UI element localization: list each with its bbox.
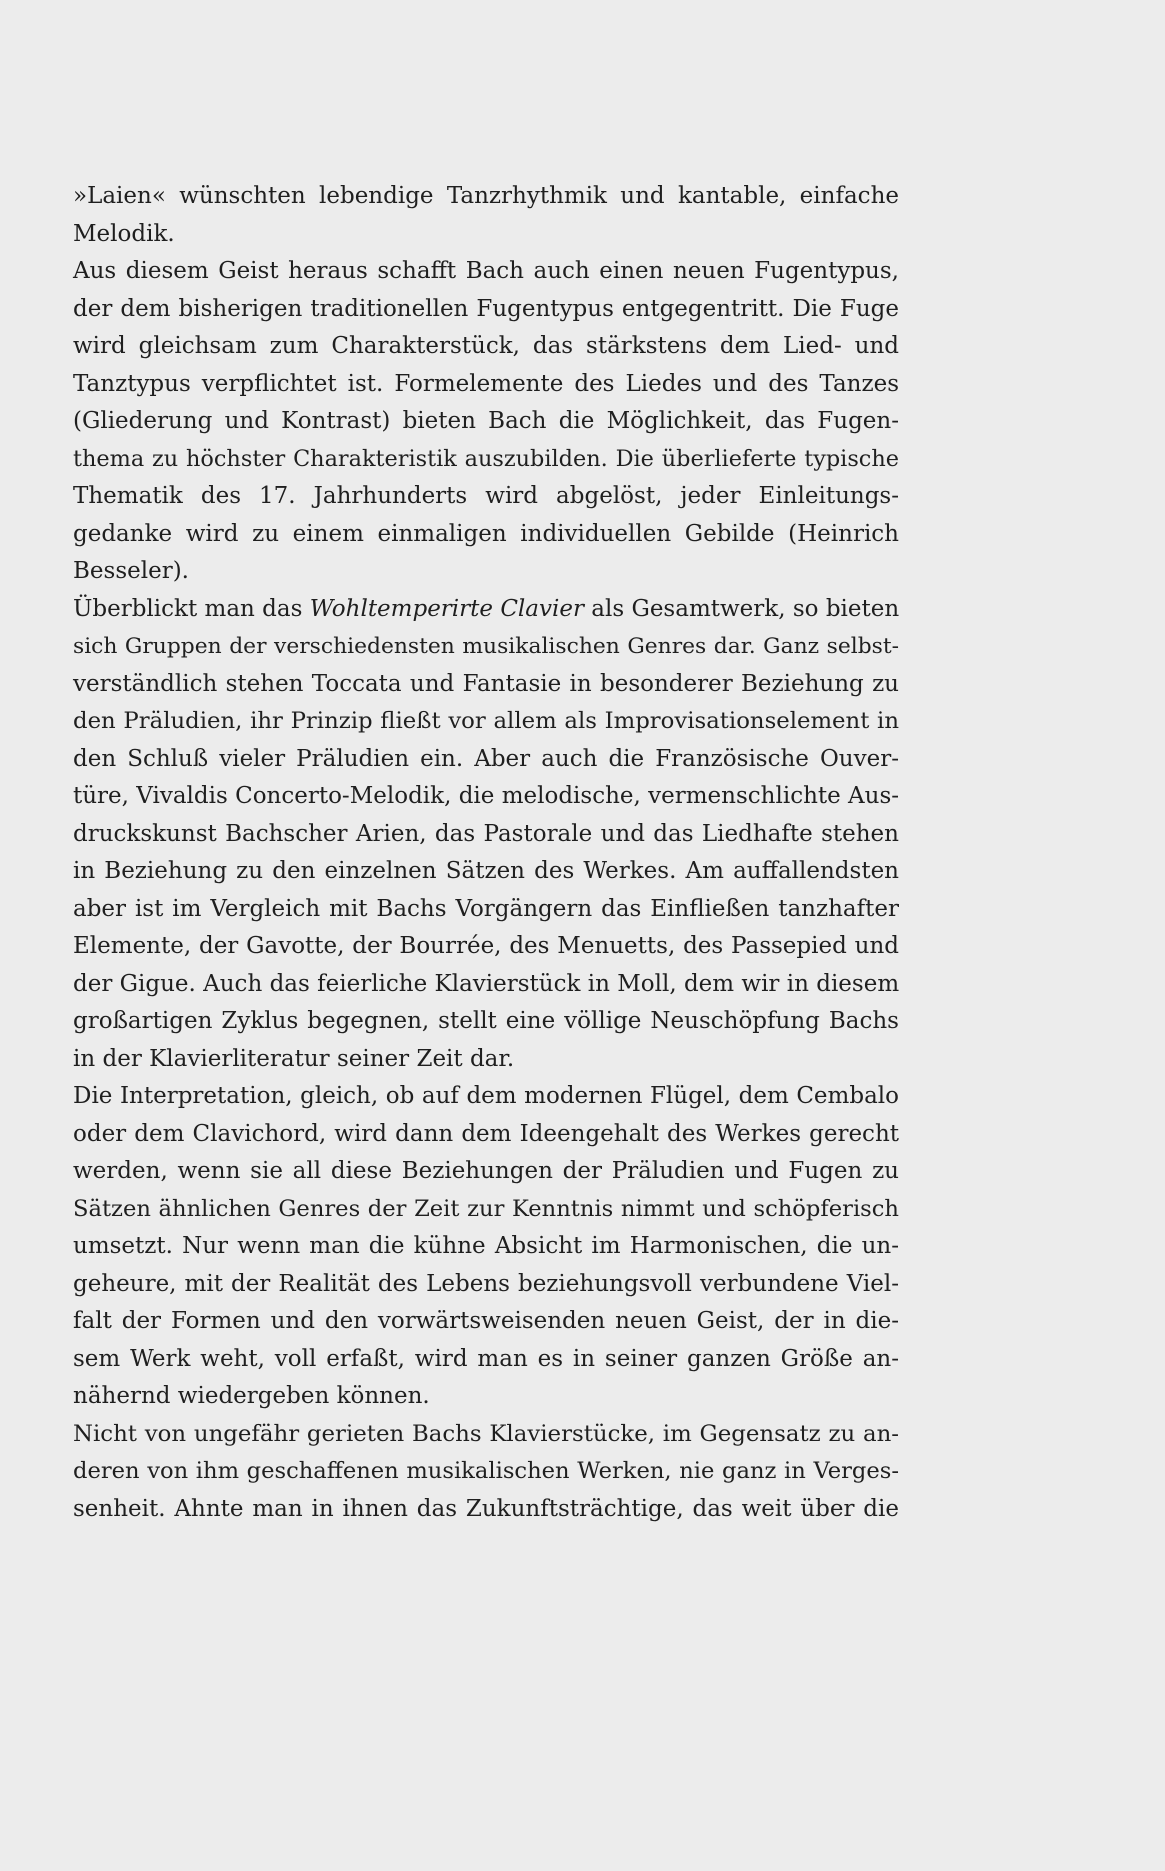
text-line: wird gleichsam zum Charakterstück, das stärkstens dem Lied- und [73, 333, 899, 359]
text-line: gedanke wird zu einem einmaligen individuellen Gebilde (Heinrich [73, 520, 899, 547]
text-line: nähernd wiedergeben können. [73, 1383, 430, 1409]
text-line: aber ist im Vergleich mit Bachs Vorgängern das Einfließen tanzhafter [73, 895, 899, 922]
text-line: druckskunst Bachscher Arien, das Pastorale und das Liedhafte stehen [73, 820, 899, 847]
text-line: in der Klavierliteratur seiner Zeit dar. [73, 1045, 515, 1072]
text-line [73, 591, 899, 629]
paragraph [73, 178, 899, 253]
text-line: werden, wenn sie all diese Beziehungen der Präludien und Fugen zu [73, 1158, 899, 1184]
text-line: den Schluß vieler Präludien ein. Aber auch die Französische Ouver- [73, 745, 899, 772]
text-line: oder dem Clavichord, wird dann dem Ideengehalt des Werkes gerecht [73, 1120, 899, 1147]
paragraph [73, 1416, 899, 1529]
text-line: verständlich stehen Toccata und Fantasie in besonderer Beziehung zu [73, 670, 899, 697]
text-line: der Gigue. Auch das feierliche Klavierstück in Moll, dem wir in diesem [73, 970, 900, 997]
text-line: großartigen Zyklus begegnen, stellt eine völlige Neuschöpfung Bachs [73, 1008, 899, 1034]
text-line: türe, Vivaldis Concerto-Melodik, die melodische, vermenschlichte Aus- [73, 783, 900, 809]
text-line: Nicht von ungefähr gerieten Bachs Klavierstücke, im Gegensatz zu an- [73, 1420, 899, 1447]
text-line: Thematik des 17. Jahrhunderts wird abgelöst, jeder Einleitungs- [73, 483, 899, 509]
text-line: Sätzen ähnlichen Genres der Zeit zur Kenntnis nimmt und schöpferisch [73, 1195, 899, 1222]
text-line: thema zu höchster Charakteristik auszubilden. Die überlieferte typische [73, 445, 899, 472]
text-line: der dem bisherigen traditionellen Fugentypus entgegentritt. Die Fuge [73, 295, 899, 322]
text-line: (Gliederung und Kontrast) bieten Bach die Möglichkeit, das Fugen- [73, 408, 899, 434]
text-run: Überblickt man das [73, 595, 310, 622]
text-line: den Präludien, ihr Prinzip fließt vor allem als Improvisationselement in [73, 708, 899, 734]
body-text [73, 178, 899, 1528]
text-line: Die Interpretation, gleich, ob auf dem modernen Flügel, dem Cembalo [73, 1083, 899, 1109]
text-run: als Gesamtwerk, so bieten [583, 595, 900, 622]
paragraph [73, 591, 899, 1079]
text-line: »Laien« wünschten lebendige Tanzrhythmik und kantable, einfache [73, 183, 899, 209]
text-line: Besseler). [73, 558, 189, 584]
text-line: Aus diesem Geist heraus schafft Bach auch einen neuen Fugentypus, [73, 258, 899, 284]
text-line: Elemente, der Gavotte, der Bourrée, des Menuetts, des Passepied und [73, 933, 899, 959]
work-title: Wohltemperirte Clavier [309, 595, 584, 622]
text-line: sem Werk weht, voll erfaßt, wird man es in seiner ganzen Größe an- [73, 1345, 899, 1372]
paragraph [73, 253, 899, 591]
text-line: Melodik. [73, 220, 175, 247]
text-line: deren von ihm geschaffenen musikalischen Werken, nie ganz in Verges- [73, 1458, 899, 1484]
text-line: Tanztypus verpflichtet ist. Formelemente des Liedes und des Tanzes [73, 370, 899, 397]
text-line: sich Gruppen der verschiedensten musikalischen Genres dar. Ganz selbst- [73, 634, 899, 659]
text-line: geheure, mit der Realität des Lebens beziehungsvoll verbundene Viel- [73, 1270, 899, 1297]
text-line: in Beziehung zu den einzelnen Sätzen des Werkes. Am auffallendsten [73, 858, 899, 884]
text-line: falt der Formen und den vorwärtsweisenden neuen Geist, der in die- [73, 1308, 899, 1334]
text-line: senheit. Ahnte man in ihnen das Zukunftsträchtige, das weit über die [73, 1495, 899, 1522]
paragraph [73, 1078, 899, 1416]
text-line: umsetzt. Nur wenn man die kühne Absicht im Harmonischen, die un- [73, 1233, 899, 1259]
